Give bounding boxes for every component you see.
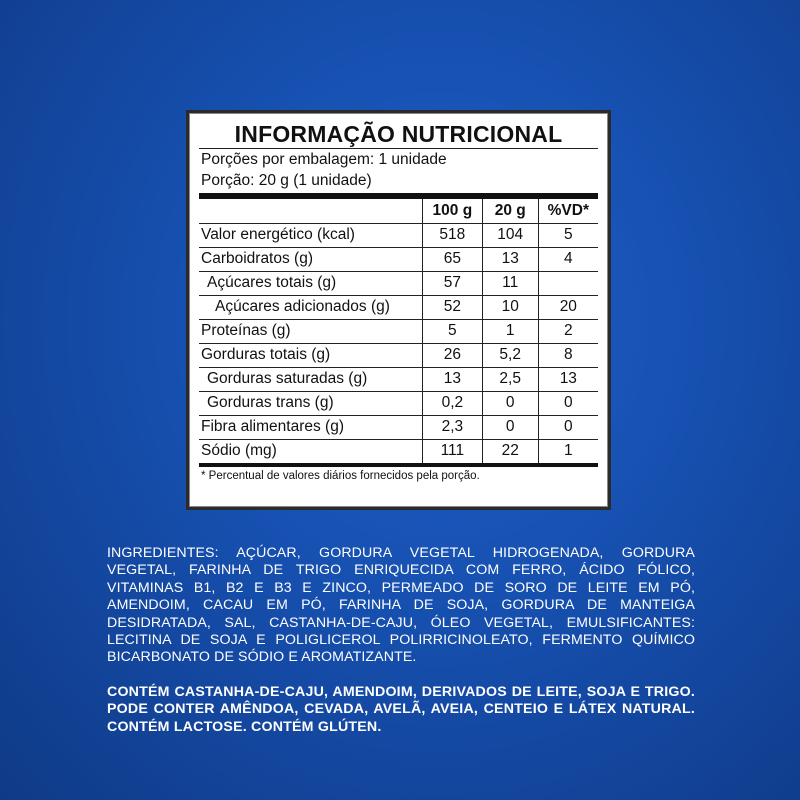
nutrition-table xyxy=(199,199,598,463)
value-100g: 13 xyxy=(422,367,482,391)
nutrient-name: Fibra alimentares (g) xyxy=(199,415,422,439)
nutrient-name: Açúcares adicionados (g) xyxy=(199,295,422,319)
value-vd xyxy=(538,271,598,295)
table-row xyxy=(199,439,598,463)
value-20g: 22 xyxy=(482,439,538,463)
value-20g: 104 xyxy=(482,223,538,247)
value-20g: 0 xyxy=(482,391,538,415)
nutrient-name: Gorduras trans (g) xyxy=(199,391,422,415)
table-header-row xyxy=(199,199,598,223)
value-vd: 8 xyxy=(538,343,598,367)
nutrient-name: Açúcares totais (g) xyxy=(199,271,422,295)
nutrient-name: Gorduras saturadas (g) xyxy=(199,367,422,391)
nutrient-name: Gorduras totais (g) xyxy=(199,343,422,367)
value-20g: 2,5 xyxy=(482,367,538,391)
value-vd: 5 xyxy=(538,223,598,247)
value-vd: 0 xyxy=(538,391,598,415)
nutrient-name: Sódio (mg) xyxy=(199,439,422,463)
nutrition-title: INFORMAÇÃO NUTRICIONAL xyxy=(199,119,598,149)
table-row xyxy=(199,319,598,343)
table-row xyxy=(199,223,598,247)
nutrition-facts-panel xyxy=(186,110,611,510)
nutrient-name: Valor energético (kcal) xyxy=(201,226,355,243)
value-20g: 11 xyxy=(482,271,538,295)
table-row xyxy=(199,343,598,367)
value-vd: 2 xyxy=(538,319,598,343)
value-100g: 2,3 xyxy=(422,415,482,439)
table-row xyxy=(199,391,598,415)
footnote: * Percentual de valores diários fornecidos pela porção. xyxy=(199,463,598,485)
value-vd: 20 xyxy=(538,295,598,319)
value-100g: 65 xyxy=(422,247,482,271)
header-vd: %VD* xyxy=(538,199,598,223)
value-100g: 518 xyxy=(422,223,482,247)
servings-per-package: Porções por embalagem: 1 unidade xyxy=(201,151,447,168)
value-20g: 5,2 xyxy=(482,343,538,367)
header-100g: 100 g xyxy=(422,199,482,223)
ingredients-text: INGREDIENTES: AÇÚCAR, GORDURA VEGETAL HIDROGENADA, GORDURA VEGETAL, FARINHA DE TRIGO ENRIQUECIDA COM FERRO, ÁCIDO FÓLICO, VITAMINAS B1, B2 E B3 E ZINCO, PERMEADO DE SORO DE LEITE EM PÓ, AMENDOIM, CACAU EM PÓ, FARINHA DE SOJA, GORDURA DE MANTEIGA DESIDRATADA, SAL, CASTANHA-DE-CAJU, ÓLEO VEGETAL, EMULSIFICANTES: LECITINA DE SOJA E POLIGLICEROL POLIRRICINOLEATO, FERMENTO QUÍMICO BICARBONATO DE SÓDIO E AROMATIZANTE. xyxy=(107,545,695,666)
value-vd: 4 xyxy=(538,247,598,271)
value-vd: 13 xyxy=(538,367,598,391)
table-row xyxy=(199,367,598,391)
value-vd: 1 xyxy=(538,439,598,463)
table-row xyxy=(199,247,598,271)
serving-size: Porção: 20 g (1 unidade) xyxy=(199,170,598,199)
value-100g: 57 xyxy=(422,271,482,295)
value-100g: 111 xyxy=(422,439,482,463)
header-nutrient xyxy=(199,199,422,223)
header-20g: 20 g xyxy=(482,199,538,223)
value-100g: 26 xyxy=(422,343,482,367)
value-20g: 10 xyxy=(482,295,538,319)
table-row xyxy=(199,295,598,319)
value-100g: 52 xyxy=(422,295,482,319)
allergens-text: CONTÉM CASTANHA-DE-CAJU, AMENDOIM, DERIVADOS DE LEITE, SOJA E TRIGO. PODE CONTER AMÊNDOA, CEVADA, AVELÃ, AVEIA, CENTEIO E LÁTEX NATURAL. CONTÉM LACTOSE. CONTÉM GLÚTEN. xyxy=(107,684,695,735)
nutrient-name: Proteínas (g) xyxy=(199,319,422,343)
value-20g: 1 xyxy=(482,319,538,343)
value-20g: 0 xyxy=(482,415,538,439)
value-vd: 0 xyxy=(538,415,598,439)
value-100g: 5 xyxy=(422,319,482,343)
table-row xyxy=(199,271,598,295)
value-20g: 13 xyxy=(482,247,538,271)
value-100g: 0,2 xyxy=(422,391,482,415)
nutrient-name: Carboidratos (g) xyxy=(199,247,422,271)
table-row xyxy=(199,415,598,439)
